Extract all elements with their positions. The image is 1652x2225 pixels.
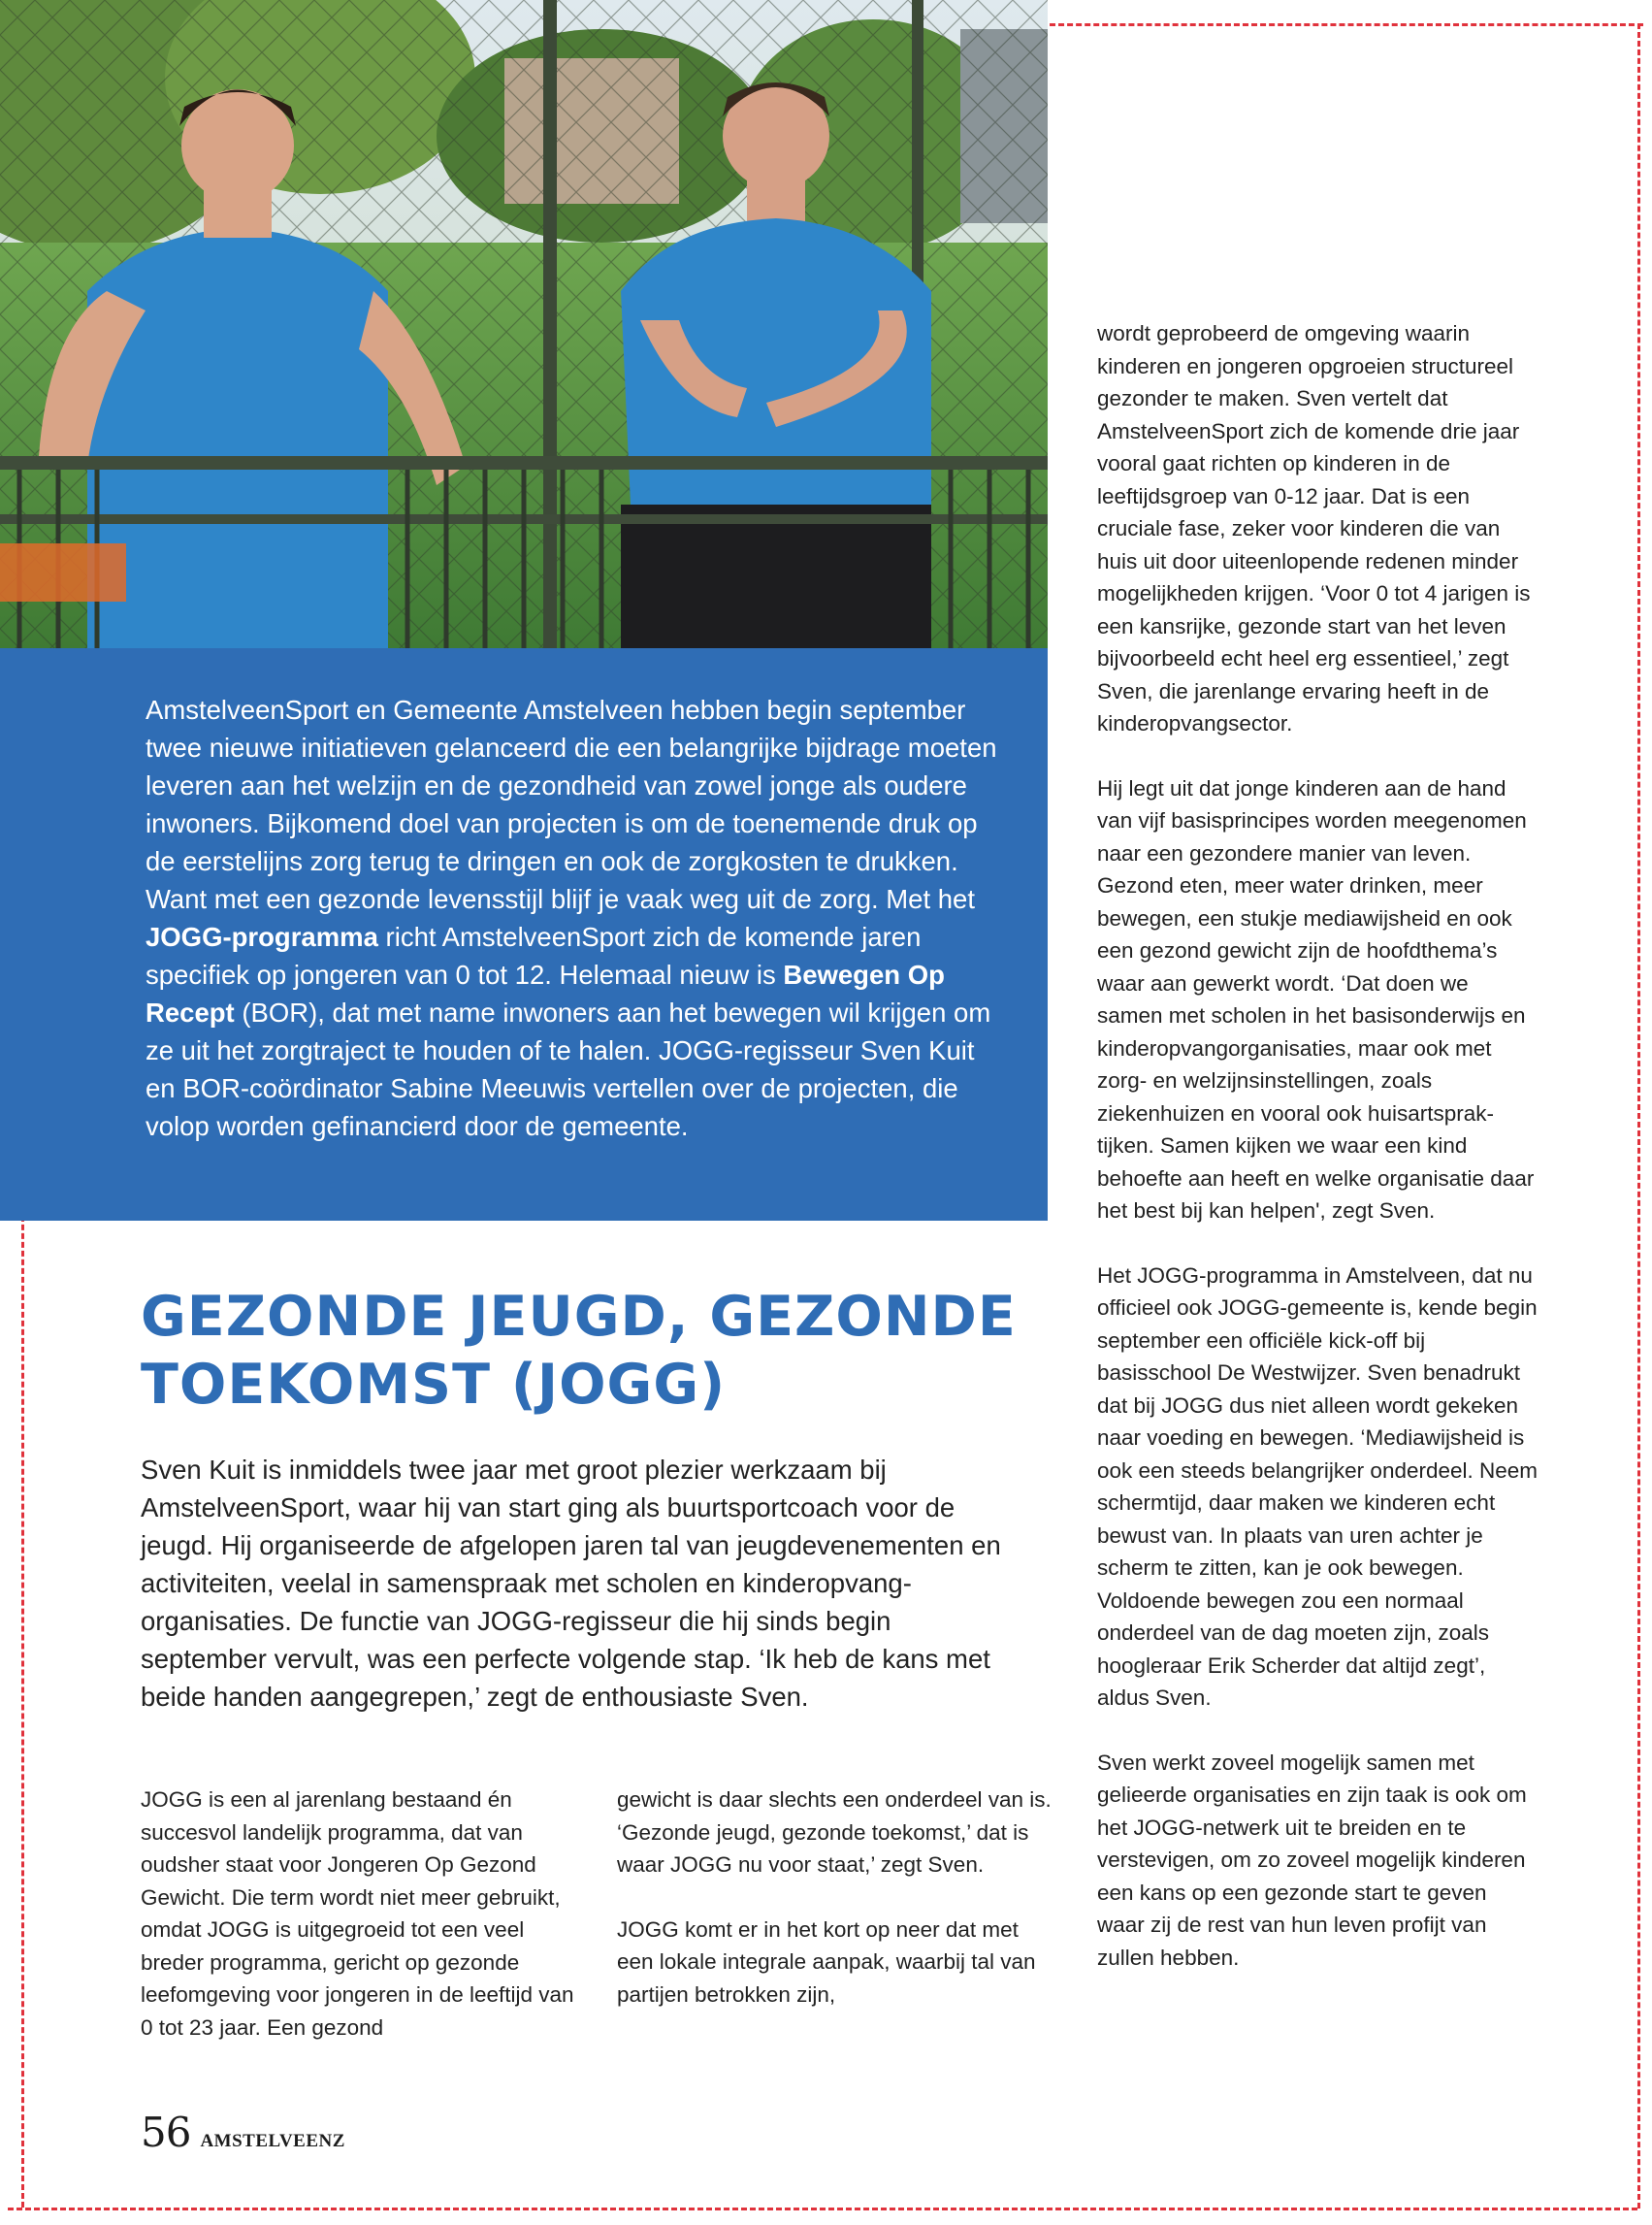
- body-paragraph: Hij legt uit dat jonge kinderen aan de hand van vijf basisprincipes worden meegenomen naar een gezondere manier van leven. Gezond eten, meer water drinken, meer bewegen, een stukje mediawijsheid en ook een gezond gewicht zijn de hoofdthema’s waar aan gewerkt wordt. ‘Dat doen we samen met scholen in het basisonderwijs en kinderopvangorganisaties, maar ook met zorg- en welzijnsinstellingen, zoals ziekenhuizen en vooral ook huisartspraktijken. Samen kijken we waar een kind behoefte aan heeft en welke organisatie daar het best bij kan helpen', zegt Sven.: [1097, 775, 1535, 1223]
- body-paragraph: JOGG komt er in het kort op neer dat met een lokale integrale aanpak, waarbij tal van partijen betrokken zijn,: [617, 1916, 1036, 2007]
- intro-paragraph: [146, 691, 999, 1145]
- page-number: 56: [141, 2109, 191, 2156]
- dashed-border-bottom: [8, 2208, 1637, 2210]
- page-footer: [141, 2109, 345, 2155]
- intro-bold-bor: Bewegen Op Recept: [146, 960, 945, 1028]
- body-column-2: [617, 1783, 1053, 2043]
- headline-line-2: TOEKOMST (JOGG): [141, 1353, 727, 1417]
- photo-illustration: [0, 0, 1048, 648]
- body-column-1: [141, 1783, 577, 2076]
- intro-bold-jogg: JOGG-programma: [146, 922, 378, 952]
- body-paragraph: JOGG is een al jarenlang bestaand én succesvol landelijk programma, dat van oudsher staat voor Jongeren Op Gezond Gewicht. Die term wordt niet meer gebruikt, omdat JOGG is uitgegroeid tot een veel breder programma, gericht op gezonde leefomgeving voor jongeren in de leeftijd van 0 tot 23 jaar. Een gezond: [141, 1787, 574, 2040]
- dashed-border-top: [1050, 23, 1643, 26]
- body-paragraph: wordt geprobeerd de omgeving waarin kinderen en jongeren opgroeien structureel gezonder te maken. Sven vertelt dat AmstelveenSport zich de komende drie jaar vooral gaat richten op kinderen in de leeftijdsgroep van 0-12 jaar. Dat is een cruciale fase, zeker voor kinderen die van huis uit door uiteenlopende redenen minder mogelijkheden krijgen. ‘Voor 0 tot 4 jarigen is een kansrijke, gezonde start van het leven bijvoorbeeld echt heel erg essentieel,’ zegt Sven, die jarenlange ervaring heeft in de kinderopvangsector.: [1097, 321, 1531, 736]
- intro-text-part: richt AmstelveenSport zich de komende jaren specifiek op jongeren van 0 tot 12. Helemaal nieuw is: [146, 922, 922, 990]
- intro-text-part: (BOR), dat met name inwoners aan het bewegen wil krijgen om ze uit het zorgtraject te houden of te halen. JOGG-regisseur Sven Kuit en BOR-coördinator Sabine Meeuwis vertellen over de projecten, die volop worden gefinancierd door de gemeente.: [146, 998, 991, 1141]
- dashed-border-left: [21, 1155, 24, 2208]
- lead-paragraph: Sven Kuit is inmiddels twee jaar met groot plezier werkzaam bij AmstelveenSport, waar hij van start ging als buurtsportcoach voor de jeugd. Hij organiseerde de afgelopen jaren tal van jeugdevenementen en activiteiten, veelal in samenspraak met scholen en kinderopvangorganisaties. De functie van JOGG-regisseur die hij sinds begin september vervult, was een perfecte volgende stap. ‘Ik heb de kans met beide handen aangegrepen,’ zegt de enthousiaste Sven.: [141, 1455, 1001, 1712]
- body-paragraph: Het JOGG-programma in Amstelveen, dat nu officieel ook JOGG-gemeente is, kende begin september een officiële kick-off bij basisschool De Westwijzer. Sven benadrukt dat bij JOGG dus niet alleen wordt gekeken naar voeding en bewegen. ‘Mediawijsheid is ook een steeds belangrijker onderdeel. Neem schermtijd, daar maken we kinderen echt bewust van. In plaats van uren achter je scherm te zitten, kan je ook bewegen. Voldoende bewegen zou een normaal onderdeel van de dag moeten zijn, zoals hoogleraar Erik Scherder dat altijd zegt’, aldus Sven.: [1097, 1262, 1539, 1710]
- intro-text-part: AmstelveenSport en Gemeente Amstelveen hebben begin september twee nieuwe initiatieven gelanceerd die een belangrijke bijdrage moeten leveren aan het welzijn en de gezondheid van zowel jonge als oudere inwoners. Bijkomend doel van projecten is om de toenemende druk op de eerstelijns zorg terug te dringen en ook de zorgkosten te drukken. Want met een gezonde levensstijl blijf je vaak weg uit de zorg. Met het: [146, 695, 997, 914]
- header-photo: [0, 0, 1048, 648]
- body-paragraph: Sven werkt zoveel mogelijk samen met gelieerde organisaties en zijn taak is ook om het JOGG-netwerk uit te breiden en te verstevigen, om zo zoveel mogelijk kinderen een kans op een gezonde start te geven waar zij de rest van hun leven profijt van zullen hebben.: [1097, 1750, 1527, 1970]
- body-column-3: [1097, 317, 1539, 2006]
- magazine-name: AMSTELVEENZ: [200, 2131, 345, 2151]
- article-headline: [141, 1283, 1043, 1419]
- dashed-border-right: [1637, 23, 1640, 2209]
- headline-line-1: GEZONDE JEUGD, GEZONDE: [141, 1285, 1017, 1349]
- body-paragraph: gewicht is daar slechts een onderdeel van is. ‘Gezonde jeugd, gezonde toekomst,’ dat is waar JOGG nu voor staat,’ zegt Sven.: [617, 1787, 1052, 1877]
